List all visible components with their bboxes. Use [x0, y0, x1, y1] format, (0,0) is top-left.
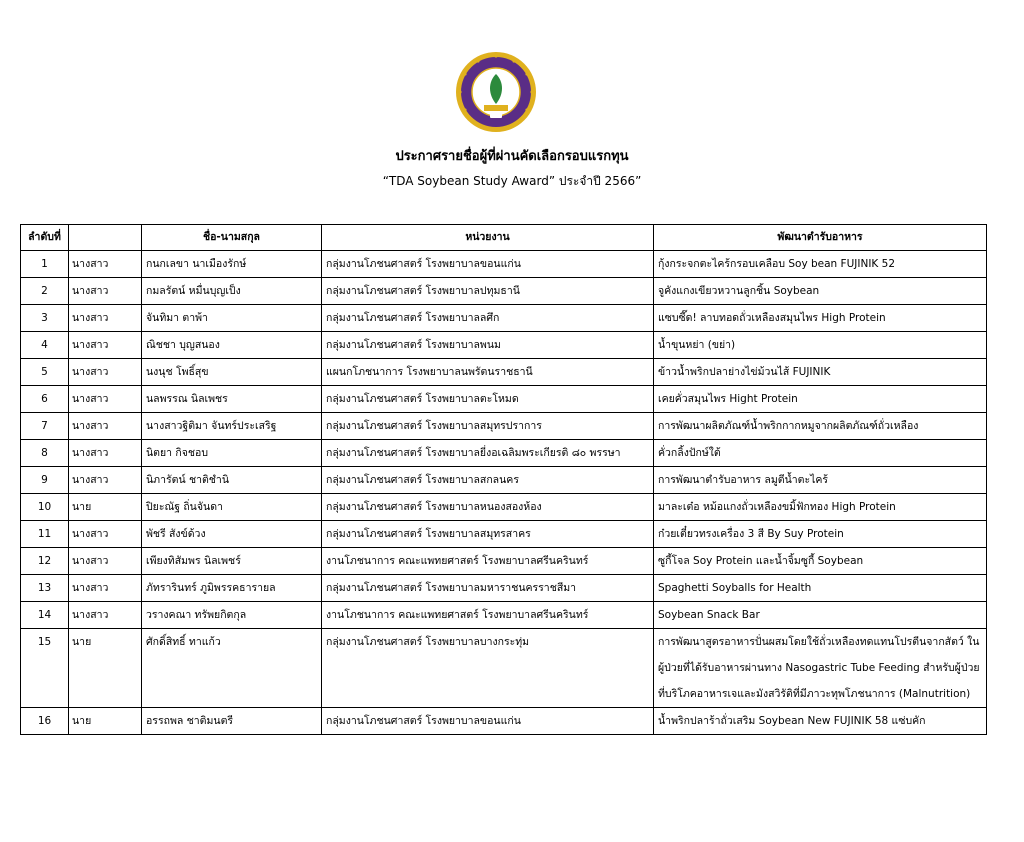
cell-name: นางสาวฐิติมา จันทร์ประเสริฐ — [142, 413, 322, 440]
cell-title: นางสาว — [69, 548, 142, 575]
table-row — [21, 386, 987, 413]
cell-name: นงนุช โพธิ์สุข — [142, 359, 322, 386]
table-row — [21, 332, 987, 359]
cell-org: กลุ่มงานโภชนศาสตร์ โรงพยาบาลลศึก — [322, 305, 654, 332]
cell-menu: น้ำขุนหย่า (ขย่า) — [654, 332, 987, 359]
cell-menu: จูคังแกงเขียวหวานลูกชิ้น Soybean — [654, 278, 987, 305]
cell-title: นาย — [69, 629, 142, 708]
cell-title: นางสาว — [69, 521, 142, 548]
cell-no: 8 — [21, 440, 69, 467]
cell-menu: มาละเต๋อ หม้อแกงถั่วเหลืองขมิ้ฟักทอง High Protein — [654, 494, 987, 521]
cell-title: นางสาว — [69, 413, 142, 440]
cell-title: นางสาว — [69, 359, 142, 386]
table-row — [21, 413, 987, 440]
association-seal-logo — [454, 50, 538, 134]
cell-name: อรรถพล ชาติมนตรี — [142, 708, 322, 735]
cell-name: เพียงทิสัมพร นิลเพชร์ — [142, 548, 322, 575]
cell-no: 3 — [21, 305, 69, 332]
table-row — [21, 467, 987, 494]
cell-menu: เคยคั่วสมุนไพร Hight Protein — [654, 386, 987, 413]
table-row — [21, 305, 987, 332]
cell-menu: แซบซี๊ด! ลาบทอดถั่วเหลืองสมุนไพร High Protein — [654, 305, 987, 332]
cell-menu: Spaghetti Soyballs for Health — [654, 575, 987, 602]
cell-name: ภัทรารินทร์ ภูมิพรรคธารายล — [142, 575, 322, 602]
table-row — [21, 440, 987, 467]
cell-no: 7 — [21, 413, 69, 440]
cell-org: กลุ่มงานโภชนศาสตร์ โรงพยาบาลขอนแก่น — [322, 708, 654, 735]
cell-menu: กุ้งกระจกตะไคร้กรอบเคลือบ Soy bean FUJINIK 52 — [654, 251, 987, 278]
cell-no: 1 — [21, 251, 69, 278]
cell-no: 4 — [21, 332, 69, 359]
cell-org: กลุ่มงานโภชนศาสตร์ โรงพยาบาลมหาราชนครราชสีมา — [322, 575, 654, 602]
page-title: ประกาศรายชื่อผู้ที่ผ่านคัดเลือกรอบแรกทุน — [395, 149, 629, 164]
cell-org: แผนกโภชนาการ โรงพยาบาลนพรัตนราชธานี — [322, 359, 654, 386]
cell-no: 14 — [21, 602, 69, 629]
cell-org: กลุ่มงานโภชนศาสตร์ โรงพยาบาลสกลนคร — [322, 467, 654, 494]
cell-menu: การพัฒนาสูตรอาหารปั่นผสมโดยใช้ถั่วเหลืองทดแทนโปรตีนจากสัตว์ ในผู้ป่วยที่ได้รับอาหารผ่านทาง Nasogastric Tube Feeding สำหรับผู้ป่วยที่บริโภคอาหารเจและมังสวิรัติที่มีภาวะทุพโภชนาการ (Malnutrition) — [654, 629, 987, 708]
cell-no: 12 — [21, 548, 69, 575]
header-org: หน่วยงาน — [322, 225, 654, 251]
cell-name: ณิชชา บุญสนอง — [142, 332, 322, 359]
cell-org: กลุ่มงานโภชนศาสตร์ โรงพยาบาลตะโหมด — [322, 386, 654, 413]
cell-org: กลุ่มงานโภชนศาสตร์ โรงพยาบาลพนม — [322, 332, 654, 359]
cell-title: นางสาว — [69, 332, 142, 359]
cell-name: กนกเลขา นาเมืองรักษ์ — [142, 251, 322, 278]
cell-no: 2 — [21, 278, 69, 305]
page-subtitle: “TDA Soybean Study Award” ประจำปี 2566” — [382, 174, 642, 188]
table-row — [21, 359, 987, 386]
cell-title: นางสาว — [69, 251, 142, 278]
cell-no: 11 — [21, 521, 69, 548]
cell-org: กลุ่มงานโภชนศาสตร์ โรงพยาบาลปทุมธานี — [322, 278, 654, 305]
cell-title: นางสาว — [69, 278, 142, 305]
cell-name: ปิยะณัฐ ถิ่นจันดา — [142, 494, 322, 521]
table-row — [21, 278, 987, 305]
cell-org: กลุ่มงานโภชนศาสตร์ โรงพยาบาลหนองสองห้อง — [322, 494, 654, 521]
cell-title: นาย — [69, 708, 142, 735]
cell-name: นิตยา กิจชอบ — [142, 440, 322, 467]
cell-no: 6 — [21, 386, 69, 413]
table-row — [21, 708, 987, 735]
cell-menu: ข้าวน้ำพริกปลาย่างไข่ม้วนไส้ FUJINIK — [654, 359, 987, 386]
cell-no: 13 — [21, 575, 69, 602]
table-row — [21, 521, 987, 548]
cell-title: นางสาว — [69, 575, 142, 602]
table-row — [21, 575, 987, 602]
header-title — [69, 225, 142, 251]
table-row — [21, 494, 987, 521]
cell-menu: น้ำพริกปลาร้าถั่วเสริม Soybean New FUJINIK 58 แซ่บคัก — [654, 708, 987, 735]
cell-menu: Soybean Snack Bar — [654, 602, 987, 629]
cell-name: พัชรี สังข์ด้วง — [142, 521, 322, 548]
cell-org: กลุ่มงานโภชนศาสตร์ โรงพยาบาลสมุทรปราการ — [322, 413, 654, 440]
cell-org: กลุ่มงานโภชนศาสตร์ โรงพยาบาลสมุทรสาคร — [322, 521, 654, 548]
table-row — [21, 548, 987, 575]
cell-title: นางสาว — [69, 305, 142, 332]
cell-title: นางสาว — [69, 467, 142, 494]
cell-no: 16 — [21, 708, 69, 735]
table-row — [21, 629, 987, 708]
cell-menu: ซูกี้โจล Soy Protein และน้ำจิ้มซูกี้ Soybean — [654, 548, 987, 575]
cell-name: นิภารัตน์ ชาติชำนิ — [142, 467, 322, 494]
cell-no: 10 — [21, 494, 69, 521]
cell-menu: การพัฒนาตำรับอาหาร ลมูตีน้ำตะไคร้ — [654, 467, 987, 494]
cell-no: 5 — [21, 359, 69, 386]
cell-title: นาย — [69, 494, 142, 521]
cell-title: นางสาว — [69, 386, 142, 413]
cell-org: กลุ่มงานโภชนศาสตร์ โรงพยาบาลยี่งอเฉลิมพระเกียรติ ๘๐ พรรษา — [322, 440, 654, 467]
cell-no: 9 — [21, 467, 69, 494]
cell-name: กมลรัตน์ หมื่นบุญเป็ง — [142, 278, 322, 305]
cell-org: งานโภชนาการ คณะแพทยศาสตร์ โรงพยาบาลศรีนครินทร์ — [322, 602, 654, 629]
header-name: ชื่อ-นามสกุล — [142, 225, 322, 251]
table-header-row — [21, 225, 987, 251]
cell-name: นลพรรณ นิลเพชร — [142, 386, 322, 413]
cell-name: ศักดิ์สิทธิ์ ทาแก้ว — [142, 629, 322, 708]
header-menu: พัฒนาตำรับอาหาร — [654, 225, 987, 251]
header-no: ลำดับที่ — [21, 225, 69, 251]
table-row — [21, 602, 987, 629]
cell-name: จันทิมา ตาพ้า — [142, 305, 322, 332]
cell-org: กลุ่มงานโภชนศาสตร์ โรงพยาบาลขอนแก่น — [322, 251, 654, 278]
cell-name: วรางคณา ทรัพยกิตกุล — [142, 602, 322, 629]
cell-title: นางสาว — [69, 602, 142, 629]
cell-org: กลุ่มงานโภชนศาสตร์ โรงพยาบาลบางกระทุ่ม — [322, 629, 654, 708]
awardee-table — [20, 224, 987, 735]
cell-title: นางสาว — [69, 440, 142, 467]
cell-menu: ก๋วยเตี๋ยวทรงเครื่อง 3 สี By Suy Protein — [654, 521, 987, 548]
cell-menu: การพัฒนาผลิตภัณฑ์น้ำพริกกากหมูจากผลิตภัณฑ์ถั่วเหลือง — [654, 413, 987, 440]
cell-org: งานโภชนาการ คณะแพทยศาสตร์ โรงพยาบาลศรีนครินทร์ — [322, 548, 654, 575]
cell-menu: คั่วกลิ้งปักษ์ใต้ — [654, 440, 987, 467]
cell-no: 15 — [21, 629, 69, 708]
table-row — [21, 251, 987, 278]
